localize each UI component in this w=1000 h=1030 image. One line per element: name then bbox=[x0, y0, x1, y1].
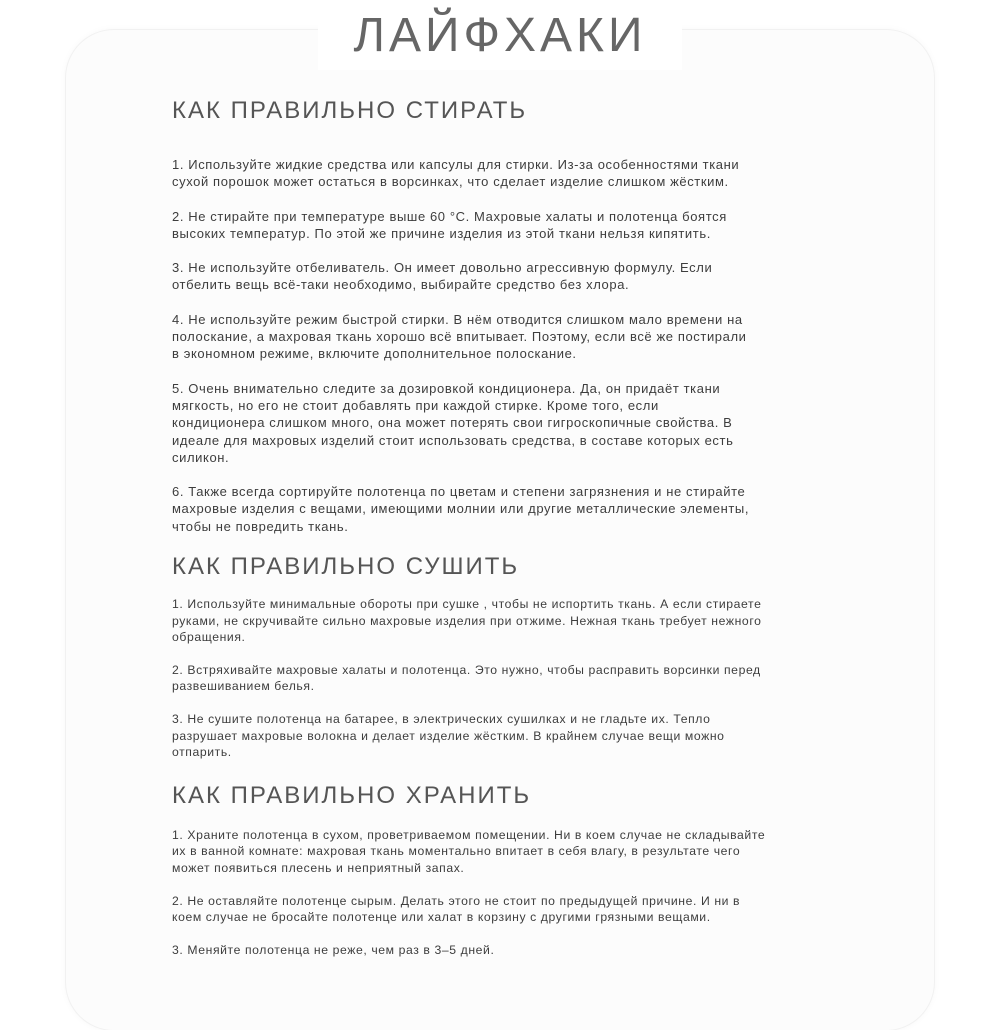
content-body bbox=[172, 96, 842, 974]
section-drying bbox=[172, 552, 842, 761]
drying-tip-3: 3. Не сушите полотенца на батарее, в электрических сушилках и не гладьте их. Тепло разрушает махровые волокна и делает изделие жёстким. В крайнем случае вещи можно отпарить. bbox=[172, 712, 725, 760]
storing-tip-3: 3. Меняйте полотенца не реже, чем раз в 3–5 дней. bbox=[172, 942, 495, 957]
washing-tip-1: 1. Используйте жидкие средства или капсулы для стирки. Из-за особенностями ткани сухой порошок может остаться в ворсинках, что сделает изделие слишком жёстким. bbox=[172, 157, 740, 190]
section-storing bbox=[172, 781, 842, 959]
section-washing bbox=[172, 96, 842, 535]
section-heading-washing: КАК ПРАВИЛЬНО СТИРАТЬ bbox=[172, 97, 528, 124]
washing-tip-3: 3. Не используйте отбеливатель. Он имеет довольно агрессивную формулу. Если отбелить вещь всё-таки необходимо, выбирайте средство без хлора. bbox=[172, 260, 713, 293]
section-heading-drying: КАК ПРАВИЛЬНО СУШИТЬ bbox=[172, 553, 520, 581]
section-heading-storing: КАК ПРАВИЛЬНО ХРАНИТЬ bbox=[172, 781, 532, 809]
page-title: ЛАЙФХАКИ bbox=[353, 9, 647, 62]
washing-tip-2: 2. Не стирайте при температуре выше 60 °C. Махровые халаты и полотенца боятся высоких температур. По этой же причине изделия из этой ткани нельзя кипятить. bbox=[172, 208, 727, 241]
washing-tip-5: 5. Очень внимательно следите за дозировкой кондиционера. Да, он придаёт ткани мягкость, но его не стоит добавлять при каждой стирке. Кроме того, если кондиционера слишком много, она может потерять свои гигроскопичные свойства. В идеале для махровых изделий стоит использовать средства, в составе которых есть силикон. bbox=[172, 380, 734, 465]
drying-tip-2: 2. Встряхивайте махровые халаты и полотенца. Это нужно, чтобы расправить ворсинки перед развешиванием белья. bbox=[172, 662, 761, 694]
drying-tip-1: 1. Используйте минимальные обороты при сушке , чтобы не испортить ткань. А если стираете руками, не скручивайте сильно махровые изделия при отжиме. Нежная ткань требует нежного обращения. bbox=[172, 597, 762, 645]
washing-tip-6: 6. Также всегда сортируйте полотенца по цветам и степени загрязнения и не стирайте махровые изделия с вещами, имеющими молнии или другие металлические элементы, чтобы не повредить ткань. bbox=[172, 484, 750, 534]
storing-tip-1: 1. Храните полотенца в сухом, проветриваемом помещении. Ни в коем случае не складывайте их в ванной комнате: махровая ткань моментально впитает в себя влагу, в результате чего может появиться плесень и неприятный запах. bbox=[172, 827, 766, 875]
washing-tip-4: 4. Не используйте режим быстрой стирки. В нём отводится слишком мало времени на полоскание, а махровая ткань хорошо всё впитывает. Поэтому, если всё же постирали в экономном режиме, включите дополнительное полоскание. bbox=[172, 311, 747, 362]
storing-tip-2: 2. Не оставляйте полотенце сырым. Делать этого не стоит по предыдущей причине. И ни в коем случае не бросайте полотенце или халат в корзину с другими грязными вещами. bbox=[172, 893, 741, 925]
